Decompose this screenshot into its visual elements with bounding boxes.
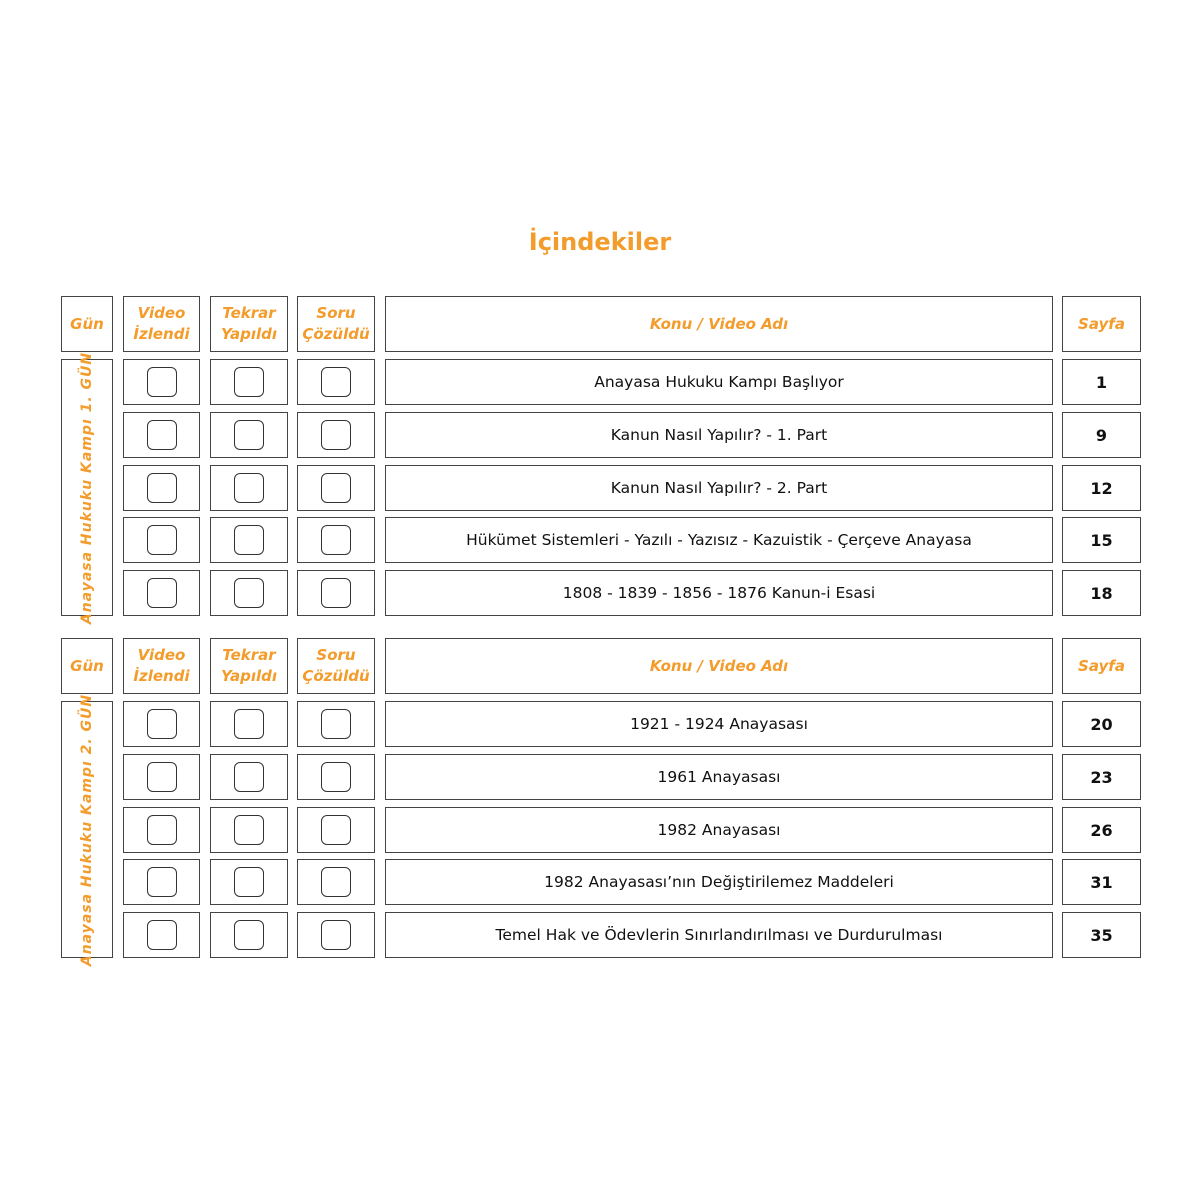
question-solved-checkbox[interactable] [321, 815, 351, 845]
repeat-done-cell [210, 912, 288, 958]
repeat-done-checkbox[interactable] [234, 578, 264, 608]
repeat-done-checkbox[interactable] [234, 420, 264, 450]
page-cell [1062, 570, 1141, 616]
question-solved-checkbox[interactable] [321, 473, 351, 503]
video-watched-checkbox[interactable] [147, 815, 177, 845]
video-watched-checkbox[interactable] [147, 473, 177, 503]
page-cell [1062, 359, 1141, 405]
topic-cell [385, 701, 1053, 747]
topic-title: 1961 Anayasası [657, 768, 781, 786]
header-page-label: Sayfa [1078, 656, 1125, 675]
video-watched-cell [123, 701, 200, 747]
header-repeat-line1: Tekrar [222, 304, 276, 322]
topic-cell [385, 754, 1053, 800]
question-solved-cell [297, 912, 375, 958]
page-number: 1 [1095, 372, 1108, 392]
header-question-solved-text [302, 303, 369, 345]
header-question-line2: Çözüldü [302, 667, 370, 685]
repeat-done-cell [210, 570, 288, 616]
question-solved-checkbox[interactable] [321, 367, 351, 397]
header-question-solved-text [302, 645, 369, 687]
video-watched-checkbox[interactable] [147, 367, 177, 397]
header-day [61, 638, 113, 694]
page-number: 20 [1090, 714, 1113, 734]
topic-title: Temel Hak ve Ödevlerin Sınırlandırılması ve Durdurulması [495, 926, 943, 944]
page-title: İçindekiler [528, 228, 672, 256]
question-solved-cell [297, 465, 375, 511]
topic-cell [385, 517, 1053, 563]
header-question-solved [297, 296, 375, 352]
repeat-done-cell [210, 807, 288, 853]
header-video-watched [123, 296, 200, 352]
video-watched-cell [123, 912, 200, 958]
topic-title: 1982 Anayasası’nın Değiştirilemez Maddeleri [544, 873, 894, 891]
topic-cell [385, 359, 1053, 405]
topic-cell [385, 912, 1053, 958]
page-number: 26 [1090, 820, 1113, 840]
topic-cell [385, 570, 1053, 616]
question-solved-checkbox[interactable] [321, 867, 351, 897]
header-repeat-done-text [221, 303, 277, 345]
header-question-line1: Soru [316, 646, 356, 664]
header-video-watched-text [133, 303, 189, 345]
topic-cell [385, 412, 1053, 458]
header-video-line2: İzlendi [133, 325, 190, 343]
header-repeat-done-text [221, 645, 277, 687]
page-cell [1062, 517, 1141, 563]
video-watched-checkbox[interactable] [147, 420, 177, 450]
header-question-line2: Çözüldü [302, 325, 370, 343]
header-repeat-done [210, 296, 288, 352]
question-solved-checkbox[interactable] [321, 525, 351, 555]
header-repeat-line1: Tekrar [222, 646, 276, 664]
topic-title: Anayasa Hukuku Kampı Başlıyor [594, 373, 844, 391]
page-cell [1062, 701, 1141, 747]
header-question-solved [297, 638, 375, 694]
video-watched-checkbox[interactable] [147, 920, 177, 950]
header-video-watched [123, 638, 200, 694]
video-watched-cell [123, 359, 200, 405]
header-video-line2: İzlendi [133, 667, 190, 685]
repeat-done-checkbox[interactable] [234, 367, 264, 397]
day-label-cell [61, 693, 113, 966]
topic-title: 1921 - 1924 Anayasası [630, 715, 808, 733]
page-cell [1062, 412, 1141, 458]
day-label-cell [61, 351, 113, 624]
video-watched-checkbox[interactable] [147, 578, 177, 608]
page-cell [1062, 754, 1141, 800]
topic-title: 1982 Anayasası [657, 821, 781, 839]
header-repeat-line2: Yapıldı [220, 325, 278, 343]
video-watched-cell [123, 859, 200, 905]
question-solved-checkbox[interactable] [321, 709, 351, 739]
header-topic [385, 296, 1053, 352]
question-solved-checkbox[interactable] [321, 420, 351, 450]
question-solved-cell [297, 807, 375, 853]
repeat-done-checkbox[interactable] [234, 920, 264, 950]
page-number: 12 [1090, 478, 1113, 498]
repeat-done-checkbox[interactable] [234, 762, 264, 792]
page-number: 23 [1090, 767, 1113, 787]
video-watched-cell [123, 412, 200, 458]
day-label: Anayasa Hukuku Kampı 2. GÜN [79, 693, 95, 966]
video-watched-checkbox[interactable] [147, 525, 177, 555]
header-page [1062, 296, 1141, 352]
topic-title: Kanun Nasıl Yapılır? - 1. Part [610, 426, 828, 444]
video-watched-cell [123, 807, 200, 853]
header-video-line1: Video [137, 646, 186, 664]
header-page-label: Sayfa [1078, 314, 1125, 333]
question-solved-cell [297, 517, 375, 563]
repeat-done-cell [210, 701, 288, 747]
page-cell [1062, 807, 1141, 853]
repeat-done-cell [210, 412, 288, 458]
video-watched-checkbox[interactable] [147, 709, 177, 739]
header-video-watched-text [133, 645, 189, 687]
question-solved-cell [297, 754, 375, 800]
day-label: Anayasa Hukuku Kampı 1. GÜN [79, 351, 95, 624]
header-page [1062, 638, 1141, 694]
repeat-done-cell [210, 359, 288, 405]
question-solved-checkbox[interactable] [321, 920, 351, 950]
video-watched-cell [123, 465, 200, 511]
header-day [61, 296, 113, 352]
repeat-done-checkbox[interactable] [234, 473, 264, 503]
header-topic-label: Konu / Video Adı [649, 314, 789, 333]
page-number: 18 [1090, 583, 1113, 603]
topic-title: 1808 - 1839 - 1856 - 1876 Kanun-i Esasi [562, 584, 876, 602]
page-number: 31 [1090, 872, 1113, 892]
page-number: 9 [1095, 425, 1108, 445]
header-topic [385, 638, 1053, 694]
repeat-done-checkbox[interactable] [234, 709, 264, 739]
question-solved-cell [297, 859, 375, 905]
topic-title: Kanun Nasıl Yapılır? - 2. Part [610, 479, 828, 497]
repeat-done-checkbox[interactable] [234, 525, 264, 555]
page-cell [1062, 912, 1141, 958]
header-repeat-line2: Yapıldı [220, 667, 278, 685]
header-question-line1: Soru [316, 304, 356, 322]
page-cell [1062, 859, 1141, 905]
header-day-label: Gün [70, 656, 104, 675]
header-topic-label: Konu / Video Adı [649, 656, 789, 675]
page-cell [1062, 465, 1141, 511]
topic-cell [385, 807, 1053, 853]
repeat-done-cell [210, 754, 288, 800]
topic-cell [385, 465, 1053, 511]
repeat-done-cell [210, 465, 288, 511]
video-watched-checkbox[interactable] [147, 762, 177, 792]
repeat-done-cell [210, 517, 288, 563]
question-solved-cell [297, 412, 375, 458]
repeat-done-checkbox[interactable] [234, 867, 264, 897]
topic-cell [385, 859, 1053, 905]
video-watched-checkbox[interactable] [147, 867, 177, 897]
header-video-line1: Video [137, 304, 186, 322]
page-number: 15 [1090, 530, 1113, 550]
repeat-done-checkbox[interactable] [234, 815, 264, 845]
video-watched-cell [123, 570, 200, 616]
question-solved-checkbox[interactable] [321, 578, 351, 608]
question-solved-cell [297, 701, 375, 747]
header-repeat-done [210, 638, 288, 694]
page-number: 35 [1090, 925, 1113, 945]
question-solved-checkbox[interactable] [321, 762, 351, 792]
video-watched-cell [123, 517, 200, 563]
header-day-label: Gün [70, 314, 104, 333]
question-solved-cell [297, 359, 375, 405]
question-solved-cell [297, 570, 375, 616]
topic-title: Hükümet Sistemleri - Yazılı - Yazısız - Kazuistik - Çerçeve Anayasa [466, 531, 972, 549]
video-watched-cell [123, 754, 200, 800]
repeat-done-cell [210, 859, 288, 905]
